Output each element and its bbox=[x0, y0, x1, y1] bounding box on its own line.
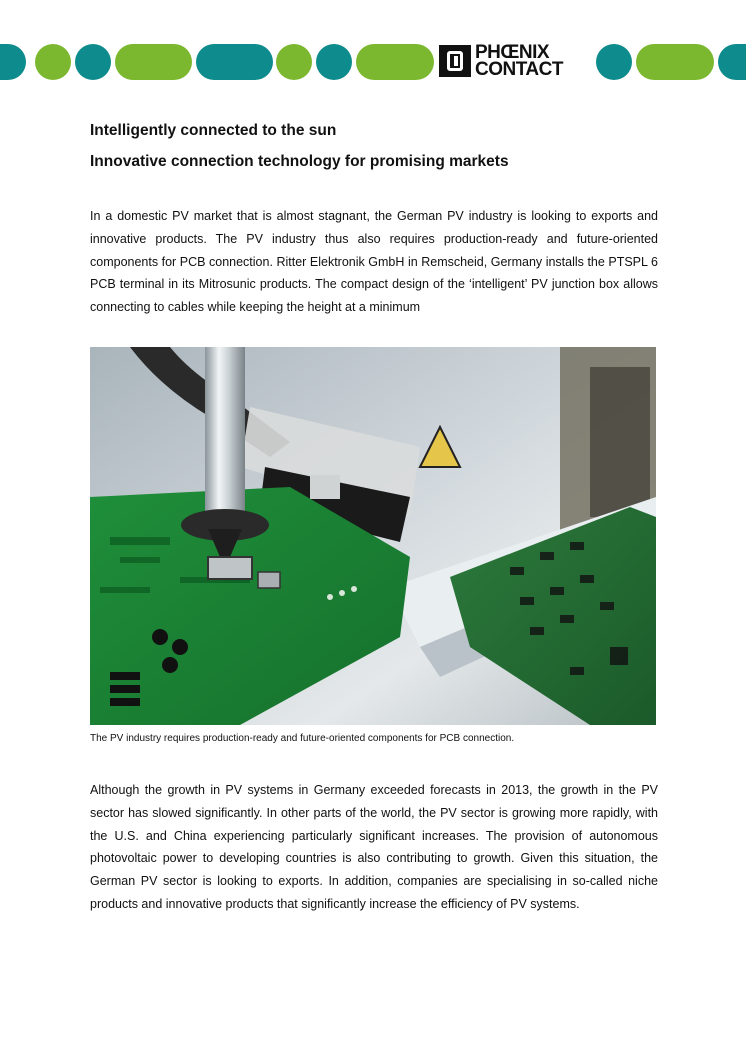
placement-nozzle-tube bbox=[205, 347, 245, 527]
band-pill-teal bbox=[718, 44, 746, 80]
intro-paragraph: In a domestic PV market that is almost stagnant, the German PV industry is looking to exports and innovative products. The PV industry thus also requires production-ready and future-oriented components for PCB connection. Ritter Elektronik GmbH in Remscheid, Germany installs the PTSPL 6 PCB terminal in its Mitrosunic products. The compact design of the ‘intelligent’ PV junction box allows connecting to cables while keeping the height at a minimum bbox=[90, 209, 658, 315]
carrier-pocket bbox=[310, 475, 340, 499]
logo-text-line1: PHŒNIX bbox=[475, 42, 550, 63]
band-pill-teal bbox=[196, 44, 273, 80]
band-dot-teal bbox=[75, 44, 111, 80]
band-pill-teal bbox=[0, 44, 26, 80]
band-dot-teal bbox=[596, 44, 632, 80]
band-dot-teal bbox=[316, 44, 352, 80]
phoenix-contact-logo bbox=[439, 44, 591, 80]
machine-part bbox=[590, 367, 650, 517]
logo-text-line2: CONTACT bbox=[475, 59, 563, 80]
article-subtitle: Innovative connection technology for promising markets bbox=[90, 153, 509, 170]
band-dot-green bbox=[276, 44, 312, 80]
band-pill-green bbox=[356, 44, 434, 80]
band-dot-green bbox=[35, 44, 71, 80]
band-pill-green bbox=[115, 44, 192, 80]
body-paragraph: Although the growth in PV systems in Germany exceeded forecasts in 2013, the growth in the PV sector has slowed significantly. In other parts of the world, the PV sector is growing more rapidly, with the U.S. and China experiencing particularly significant increases. The provision of autonomous photovoltaic power to developing countries is also contributing to growth. Given this situation, the German PV sector is looking to exports. In addition, companies are specialising in so-called niche products and innovative products that significantly increase the efficiency of PV systems. bbox=[90, 783, 658, 911]
logo-mark-icon bbox=[439, 45, 471, 77]
figure-caption: The PV industry requires production-ready and future-oriented components for PCB connection. bbox=[90, 733, 515, 744]
article-title: Intelligently connected to the sun bbox=[90, 122, 337, 139]
header-decor-band bbox=[0, 40, 746, 84]
band-pill-green bbox=[636, 44, 714, 80]
pcb-assembly-photo bbox=[90, 347, 656, 725]
pcb-terminal-component bbox=[208, 557, 252, 579]
pcb-connector-pins bbox=[110, 672, 140, 706]
